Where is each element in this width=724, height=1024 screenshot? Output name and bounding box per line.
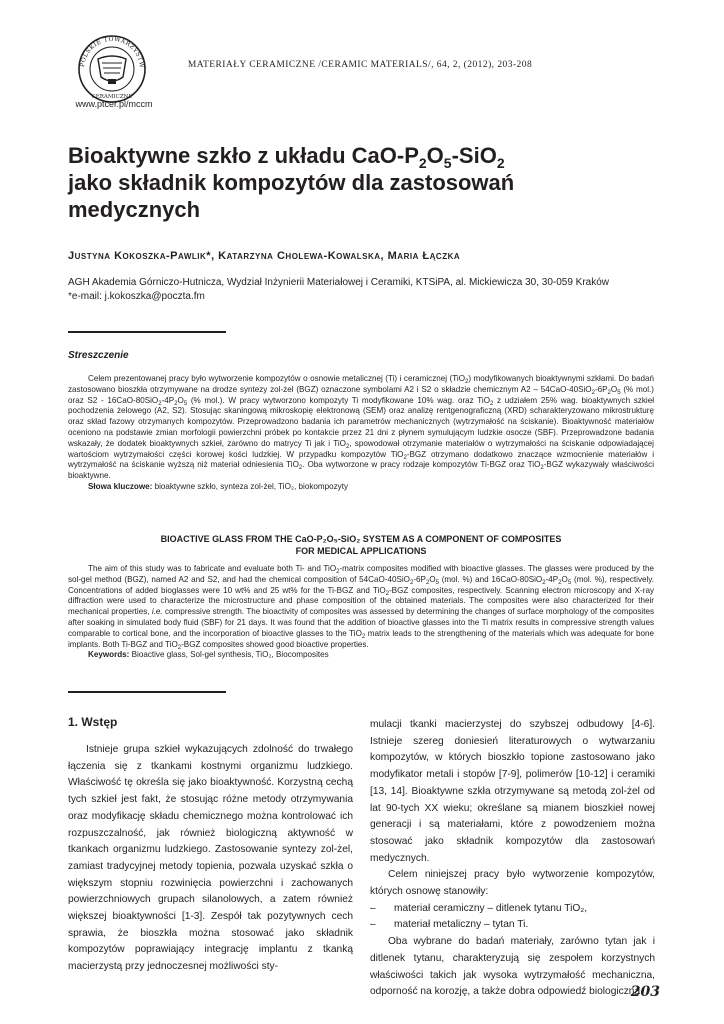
abstract-pl: Celem prezentowanej pracy było wytworzenie kompozytów o osnowie metalicznej (Ti) i ceramicznej (TiO$_2$) modyfikowanych bioaktywnymi szkłami. Do badań zastosowano bioszkła otrzymywane na drodze syntezy zol-żel (BGZ) oznaczone symbolami A2 i S2 o składzie chemicznym $A2 - 54CaO-40SiO_2-6P_2O_5$ (% mol.) oraz $S2 - 16CaO-80SiO_2-4P_2O_5$ (% mol.). W pracy wytworzono kompozyty Ti modyfikowane 10% wag. oraz TiO$_2$ z udziałem 25% wag. bioaktywnych szkieł pochodzenia żelowego (A2, S2). Stosując skaningową mikroskopię elektronową (SEM) oraz analizę rentgenograficzną (XRD) scharakteryzowano mikrostrukturę oraz skład fazowy otrzymanych kompozytów. Przeprowadzono badania ich parametrów mechanicznych (wytrzymałość na ściskanie). Bioaktywność materiałów oceniono na podstawie zmian morfologii powierzchni próbek po kontakcie przez 21 dni z płynem symulującym ludzkie osocze (SBF). Przeprowadzone badania wskazały, że dodatek bioaktywnych szkieł, zarówno do matrycy Ti jak i TiO$_2$, spowodował otrzymanie materiałów o wytrzymałości na ściskanie odpowiadającej wartościom wytrzymałości części korowej kości ludzkiej. W przypadku kompozytów TiO$_2$-BGZ otrzymano dodatkowo znaczące wzmocnienie materiałów i wytrzymałość na ściskanie wyższą niż materiał odniesienia TiO$_2$. Oba wytworzone w pracy rodzaje kompozytów Ti-BGZ oraz TiO$_2$-BGZ wykazywały właściwości bioaktywne. Słowa kluczowe: bioaktywne szkło, synteza zol-żel, TiO₂, biokompozyty (68, 374, 655, 491)
author-list: Justyna Kokoszka-Pawlik*, Katarzyna Cholewa-Kowalska, Maria Łączka (68, 250, 461, 262)
journal-url[interactable]: www.ptcer.pl/mccm (75, 99, 153, 109)
svg-text:POLSKIE TOWARZYSTWO: POLSKIE TOWARZYSTW (79, 35, 146, 69)
column-right: mulacji tkanki macierzystej do szybszej odbudowy [4-6]. Istnieje szereg doniesień literaturowych o wytwarzaniu kompozytów, w których bioszkło topione zastosowano jako modyfikator metali i stopów [7-9], polimerów [10-12] i ceramiki [13, 14]. Bioaktywne szkła otrzymywane są metodą zol-żel od lat 90-tych XX wieku; określane są mianem bioszkieł nowej generacji i są materiałami, które z powodzeniem można stosować jako składnik kompozytów dla zastosowań medycznych. Celem niniejszej pracy było wytworzenie kompozytów, których osnowę stanowiły: – materiał ceramiczny – ditlenek tytanu TiO₂, – materiał metaliczny – tytan Ti. Oba wybrane do badań materiały, zarówno tytan jak i ditlenek tytanu, charakteryzują się zespołem korzystnych właściwości takich jak wysoka wytrzymałość mechaniczna, odporność na korozję, a także dobra odpowiedź biologiczna (370, 719, 655, 998)
society-seal-icon (68, 33, 156, 105)
abstract-heading: Streszczenie (68, 350, 129, 361)
list-item: – materiał metaliczny – tytan Ti. (370, 919, 529, 931)
author-email[interactable]: *e-mail: j.kokoszka@poczta.fm (68, 291, 205, 302)
separator-rule (68, 691, 226, 693)
section-heading: 1. Wstęp (68, 715, 118, 729)
article-title: Bioaktywne szkło z układu CaO-$P_2O_5-SiO_2$ jako składnik kompozytów dla zastosowań medycznych (68, 143, 515, 222)
english-title: BIOACTIVE GLASS FROM THE CaO-P₂O₅-SiO₂ SYSTEM AS A COMPONENT OF COMPOSITES FOR MEDICAL APPLICATIONS (160, 534, 562, 556)
affiliation: AGH Akademia Górniczo-Hutnicza, Wydział Inżynierii Materiałowej i Ceramiki, KTSiPA, al. Mickiewicza 30, 30-059 Kraków *e-mail: j.kokoszka@poczta.fm (68, 276, 658, 304)
society-logo (68, 33, 156, 105)
svg-text:CERAMICZNE: CERAMICZNE (91, 94, 133, 100)
journal-citation: MATERIAŁY CERAMICZNE /CERAMIC MATERIALS/, 64, 2, (2012), 203-208 (187, 60, 533, 70)
list-item: – materiał ceramiczny – ditlenek tytanu TiO₂, (370, 902, 588, 914)
page-number: 203 (630, 984, 660, 1000)
column-left: Istnieje grupa szkieł wykazujących zdolność do trwałego łączenia się z tkankami kostnymi organizmu ludzkiego. Właściwość tę określa się jako bioaktywność. Korzystną cechą tych szkieł jest fakt, że stosując różne metody otrzymywania oraz modyfikację składu chemicznego można kontrolować ich rozpuszczalność, jak również biologiczną aktywność w tkankach organizmu ludzkiego. Zastosowanie syntezy zol-żel, zamiast tradycyjnej metody topienia, pozwala uzyskać szkła o większym stopniu rozwinięcia powierzchni i zachowanych powierzchniowych grupach silanolowych, a zatem również większej bioaktywności [1-3]. Zespół tak pozytywnych cech sprawia, że bioszkła można stosować jako składnik kompozytów poprawiający integrację implantu z tkanką macierzystą przy jednoczesnej możliwości sty- (68, 744, 353, 973)
abstract-en: The aim of this study was to fabricate and evaluate both Ti- and TiO$_2$-matrix composites modified with bioactive glasses. The glasses were produced by the sol-gel method (BGZ), named A2 and S2, and had the chemical composition of $54CaO-40SiO_2-6P_2O_5$ (mol. %) and $16CaO-80SiO_2-4P_2O_5$ (mol. %), respectively. Concentrations of added bioglasses were 10 wt% and 25 wt% for the Ti-BGZ and TiO$_2$-BGZ composites, respectively. Scanning electron microscopy and X-ray diffraction were used to characterize the microstructure and phase composition of the obtained materials. The composites were also characterized for their mechanical properties, i.e. compressive strength. The bioactivity of composites was assessed by determining the changes of surface morphology of the composites after soaking in simulated body fluid (SBF) for 21 days. It was found that the addition of bioactive glasses into the Ti matrix results in compressive strength values comparable to cortical bone, and the incorporation of bioactive glasses to the TiO$_2$ matrix leads to the strengthening of the materials which was adequate for bone implants. Both Ti-BGZ and TiO$_2$-BGZ composites showed good bioactive properties. Keywords: Bioactive glass, Sol-gel synthesis, TiO₂, Biocomposites (68, 564, 654, 660)
separator-rule (68, 331, 226, 333)
